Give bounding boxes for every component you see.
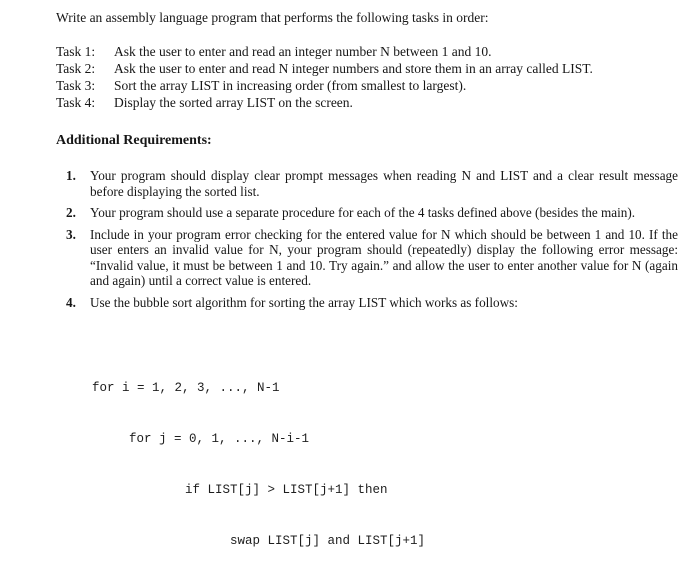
task-label: Task 3: <box>56 78 96 93</box>
bubble-sort-pseudocode <box>92 346 425 584</box>
code-line: for j = 0, 1, ..., N-i-1 <box>129 432 310 446</box>
task-row <box>56 94 593 111</box>
requirement-number: 2. <box>66 205 76 220</box>
requirement-number: 3. <box>66 226 76 242</box>
task-text: Ask the user to enter and read N integer numbers and store them in an array called LIST. <box>114 61 593 76</box>
requirement-item <box>66 295 678 311</box>
intro-text: Write an assembly language program that performs the following tasks in order: <box>56 10 489 25</box>
requirement-text: Your program should display clear prompt messages when reading N and LIST and a clear result message before displaying the sorted list. <box>90 168 678 199</box>
requirement-item <box>66 227 678 289</box>
requirements-list <box>66 168 678 316</box>
task-row <box>56 60 593 77</box>
task-row <box>56 43 593 60</box>
section-heading: Additional Requirements: <box>56 133 212 148</box>
task-list <box>56 43 593 111</box>
task-text: Display the sorted array LIST on the screen. <box>114 95 353 110</box>
task-label: Task 4: <box>56 95 96 110</box>
code-line: if LIST[j] > LIST[j+1] then <box>185 483 388 497</box>
task-text: Ask the user to enter and read an integer number N between 1 and 10. <box>114 44 492 59</box>
task-label: Task 1: <box>56 44 96 59</box>
requirement-text: Your program should use a separate procedure for each of the 4 tasks defined above (besides the main). <box>90 205 636 220</box>
requirement-text: Use the bubble sort algorithm for sorting the array LIST which works as follows: <box>90 294 518 310</box>
requirement-item <box>66 205 678 221</box>
requirement-item <box>66 168 678 199</box>
task-row <box>56 77 593 94</box>
code-line: swap LIST[j] and LIST[j+1] <box>230 534 426 548</box>
requirement-number: 1. <box>66 168 76 183</box>
task-label: Task 2: <box>56 61 96 76</box>
task-text: Sort the array LIST in increasing order (from smallest to largest). <box>114 78 467 93</box>
requirement-number: 4. <box>66 294 76 310</box>
code-line: for i = 1, 2, 3, ..., N-1 <box>92 381 280 395</box>
requirement-text: Include in your program error checking for the entered value for N which should be between 1 and 10. If the user enters an invalid value for N, your program should (repeatedly) display the following error message: “Invalid value, it must be between 1 and 10. Try again.” and allow the user to enter another value for N (again and again) until a correct value is entered. <box>90 226 678 288</box>
